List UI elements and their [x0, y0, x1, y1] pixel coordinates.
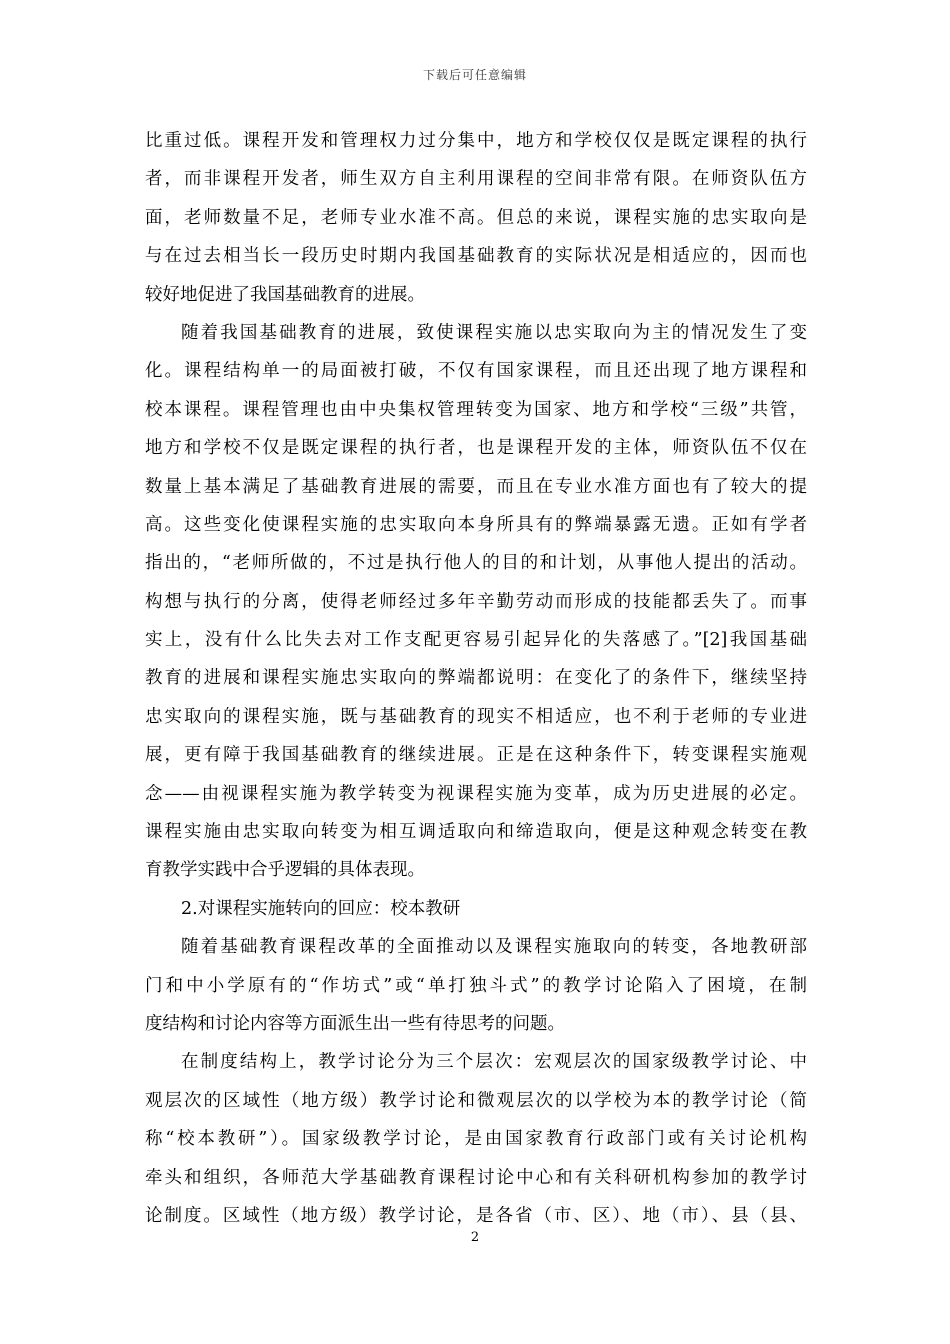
text-line: 校本课程。课程管理也由中央集权管理转变为国家、地方和学校“三级”共管， — [145, 399, 807, 420]
text-line: 在制度结构上，教学讨论分为三个层次：宏观层次的国家级教学讨论、中 — [181, 1052, 807, 1073]
text-line: 构想与执行的分离，使得老师经过多年辛勤劳动而形成的技能都丢失了。而事 — [145, 591, 807, 612]
text-line: 与在过去相当长一段历史时期内我国基础教育的实际状况是相适应的，因而也 — [145, 246, 807, 267]
text-line: 育教学实践中合乎逻辑的具体表现。 — [145, 860, 425, 881]
document-body — [145, 122, 807, 1235]
text-line: 随着我国基础教育的进展，致使课程实施以忠实取向为主的情况发生了变 — [181, 322, 807, 343]
text-line: 者，而非课程开发者，师生双方自主利用课程的空间非常有限。在师资队伍方 — [145, 169, 807, 190]
header-note: 下载后可任意编辑 — [422, 68, 527, 82]
text-line: 地方和学校不仅是既定课程的执行者，也是课程开发的主体，师资队伍不仅在 — [145, 438, 807, 459]
text-line: 牵头和组织，各师范大学基础教育课程讨论中心和有关科研机构参加的教学讨 — [145, 1167, 807, 1188]
text-line: 度结构和讨论内容等方面派生出一些有待思考的问题。 — [145, 1013, 565, 1034]
text-line: 课程实施由忠实取向转变为相互调适取向和缔造取向，便是这种观念转变在教 — [145, 822, 807, 843]
text-line: 教育的进展和课程实施忠实取向的弊端都说明：在变化了的条件下，继续坚持 — [145, 668, 807, 689]
section-heading: 2.对课程实施转向的回应：校本教研 — [181, 898, 461, 919]
text-line: 展，更有障于我国基础教育的继续进展。正是在这种条件下，转变课程实施观 — [145, 745, 807, 766]
paragraph — [145, 122, 807, 314]
text-line: 面，老师数量不足，老师专业水准不高。但总的来说，课程实施的忠实取向是 — [145, 207, 807, 228]
text-line: 门和中小学原有的“作坊式”或“单打独斗式”的教学讨论陷入了困境，在制 — [145, 975, 807, 996]
text-line: 实上，没有什么比失去对工作支配更容易引起异化的失落感了。”[2]我国基础 — [145, 630, 807, 651]
text-line: 数量上基本满足了基础教育进展的需要，而且在专业水准方面也有了较大的提 — [145, 476, 807, 497]
text-line: 论制度。区域性（地方级）教学讨论，是各省（市、区）、地（市）、县（县、 — [145, 1205, 807, 1226]
text-line: 比重过低。课程开发和管理权力过分集中，地方和学校仅仅是既定课程的执行 — [145, 131, 807, 151]
text-line: 忠实取向的课程实施，既与基础教育的现实不相适应，也不利于老师的专业进 — [145, 706, 807, 727]
paragraph — [145, 928, 807, 1043]
text-line: 念——由视课程实施为教学转变为视课程实施为变革，成为历史进展的必定。 — [145, 783, 807, 804]
paragraph — [145, 1043, 807, 1235]
text-line: 指出的，“老师所做的，不过是执行他人的目的和计划，从事他人提出的活动。 — [145, 553, 807, 574]
text-line: 观层次的区域性（地方级）教学讨论和微观层次的以学校为本的教学讨论（简 — [145, 1090, 807, 1111]
paragraph — [145, 314, 807, 890]
text-line: 高。这些变化使课程实施的忠实取向本身所具有的弊端暴露无遗。正如有学者 — [145, 514, 807, 535]
page-number: 2 — [470, 1230, 480, 1245]
text-line: 化。课程结构单一的局面被打破，不仅有国家课程，而且还出现了地方课程和 — [145, 361, 807, 382]
text-line: 称“校本教研”）。国家级教学讨论，是由国家教育行政部门或有关讨论机构 — [145, 1129, 807, 1150]
text-line: 较好地促进了我国基础教育的进展。 — [145, 284, 425, 305]
text-line: 随着基础教育课程改革的全面推动以及课程实施取向的转变，各地教研部 — [181, 937, 807, 958]
